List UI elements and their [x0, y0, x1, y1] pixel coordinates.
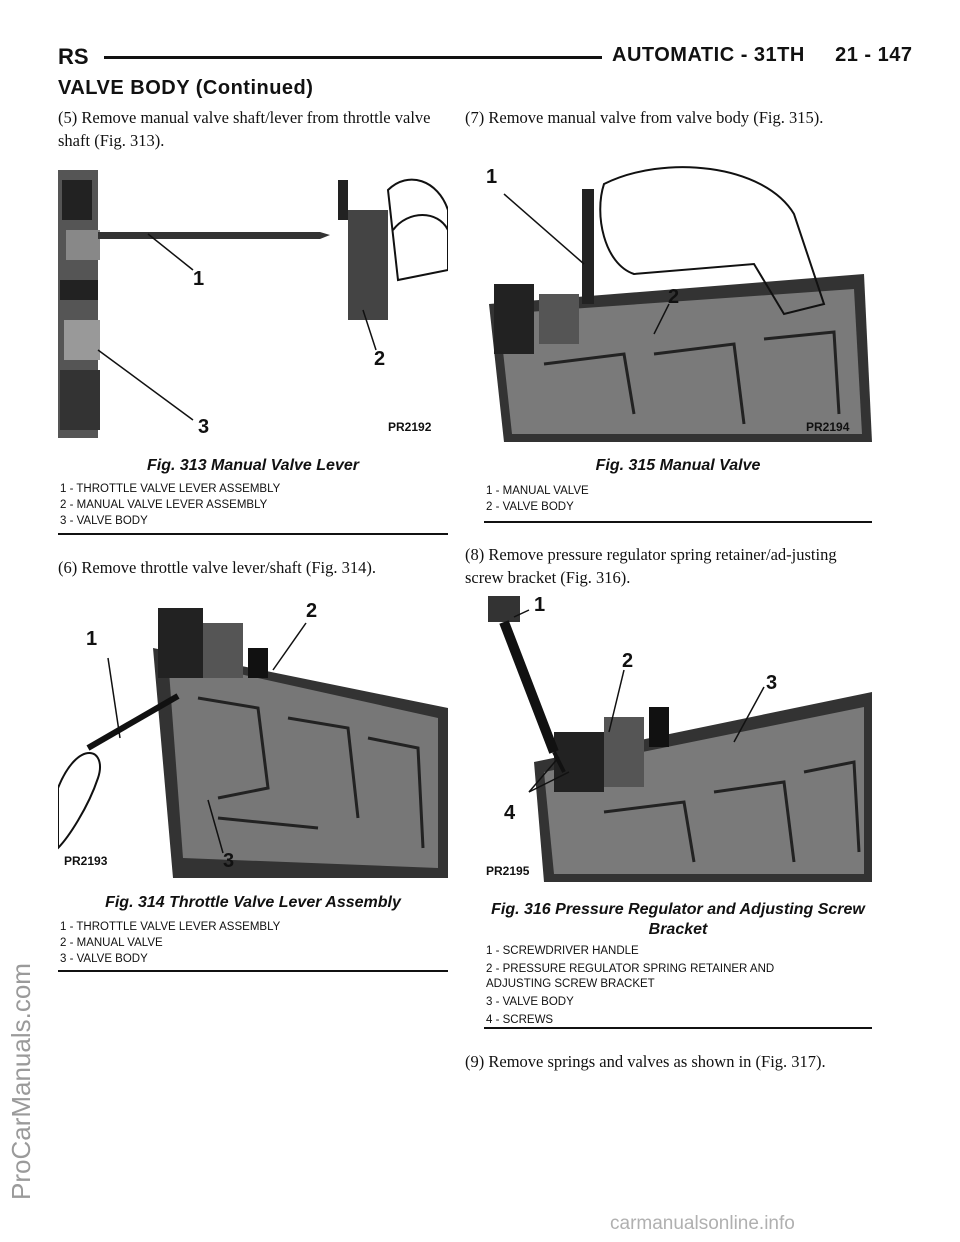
fig316-callout-3: 3	[766, 672, 778, 694]
fig316-legend-2: 2 - PRESSURE REGULATOR SPRING RETAINER AND	[486, 963, 775, 975]
fig313-code: PR2192	[388, 420, 432, 434]
fig313-callout-3: 3	[198, 416, 210, 438]
fig313-legend-3: 3 - VALVE BODY	[60, 515, 148, 527]
fig315-callout-1: 1	[486, 166, 498, 188]
fig314-legend-2: 2 - MANUAL VALVE	[60, 937, 163, 949]
fig316-code: PR2195	[486, 864, 530, 878]
figure-315-caption: Fig. 315 Manual Valve	[595, 457, 761, 474]
fig316-legend-3: 3 - VALVE BODY	[486, 996, 574, 1008]
step-9-text: (9) Remove springs and valves as shown in (Fig. 317).	[465, 1052, 826, 1071]
fig314-callout-3: 3	[223, 850, 235, 872]
header-rule	[104, 56, 602, 59]
header-right: AUTOMATIC - 31TH 21 - 147	[612, 44, 913, 66]
figure-314-legend	[60, 919, 280, 967]
step-6-text: (6) Remove throttle valve lever/shaft (Fig. 314).	[58, 558, 376, 577]
figure-315-legend	[486, 483, 589, 515]
header-left: RS	[58, 44, 89, 69]
figure-313-illustration	[58, 170, 448, 438]
fig313-legend-1: 1 - THROTTLE VALVE LEVER ASSEMBLY	[60, 483, 281, 495]
fig314-legend-3: 3 - VALVE BODY	[60, 953, 148, 965]
fig316-legend-2b: ADJUSTING SCREW BRACKET	[486, 978, 655, 990]
figure-315-rule	[484, 521, 872, 523]
figure-313-caption: Fig. 313 Manual Valve Lever	[147, 457, 359, 474]
fig314-callout-2: 2	[306, 600, 318, 622]
step-7-text: (7) Remove manual valve from valve body (Fig. 315).	[465, 108, 824, 127]
fig316-legend-4: 4 - SCREWS	[486, 1014, 554, 1026]
step-8-text: (8) Remove pressure regulator spring retainer/ad-justing screw bracket (Fig. 316).	[465, 545, 837, 587]
figure-316-legend	[486, 944, 774, 1028]
figure-314-rule	[58, 970, 448, 972]
figure-314-caption: Fig. 314 Throttle Valve Lever Assembly	[105, 894, 401, 911]
section-title: VALVE BODY (Continued)	[58, 77, 314, 99]
fig316-callout-1: 1	[534, 594, 546, 616]
figure-314-illustration	[58, 588, 448, 878]
figure-316-rule	[484, 1027, 872, 1029]
watermark-bottom: carmanualsonline.info	[610, 1213, 795, 1234]
fig316-callout-2: 2	[622, 650, 634, 672]
fig315-legend-2: 2 - VALVE BODY	[486, 501, 574, 513]
watermark-side: ProCarManuals.com	[6, 963, 36, 1200]
figure-316-illustration	[484, 592, 872, 882]
fig314-legend-1: 1 - THROTTLE VALVE LEVER ASSEMBLY	[60, 921, 281, 933]
fig314-callout-1: 1	[86, 628, 98, 650]
fig316-caption-line-1: Fig. 316 Pressure Regulator and Adjusting Screw	[491, 901, 865, 918]
fig315-callout-2: 2	[668, 286, 680, 308]
fig316-callout-4: 4	[504, 802, 516, 824]
figure-316-caption	[484, 900, 872, 940]
fig313-callout-2: 2	[374, 348, 386, 370]
fig313-legend-2: 2 - MANUAL VALVE LEVER ASSEMBLY	[60, 499, 268, 511]
figure-313-legend	[60, 481, 280, 529]
step-5-text: (5) Remove manual valve shaft/lever from throttle valve shaft (Fig. 313).	[58, 108, 431, 150]
fig314-code: PR2193	[64, 854, 108, 868]
fig316-legend-1: 1 - SCREWDRIVER HANDLE	[486, 945, 639, 957]
fig315-code: PR2194	[806, 420, 850, 434]
figure-313-rule	[58, 533, 448, 535]
fig316-caption-line-2: Bracket	[648, 921, 708, 938]
figure-315-illustration	[484, 154, 872, 442]
fig313-callout-1: 1	[193, 268, 205, 290]
fig315-legend-1: 1 - MANUAL VALVE	[486, 485, 589, 497]
